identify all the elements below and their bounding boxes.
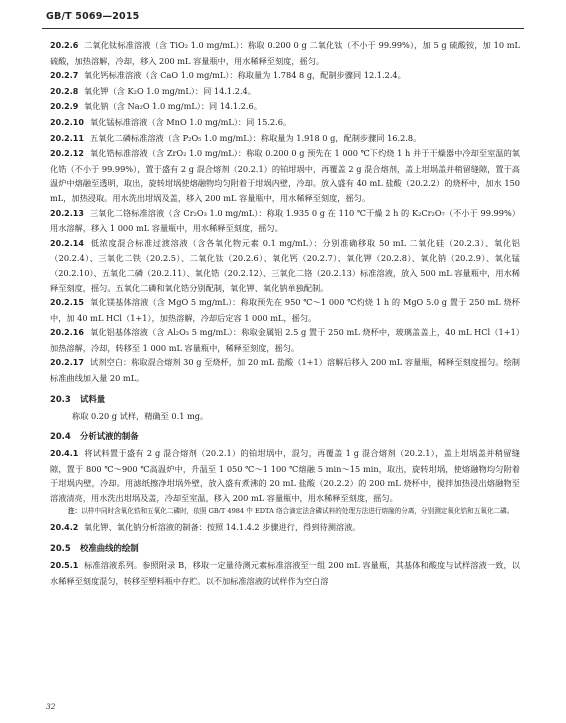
clause-number: 20.2.9 — [50, 102, 79, 112]
reagent-paragraph — [50, 355, 520, 385]
reagent-paragraph — [50, 99, 520, 115]
section-heading-20-4 — [50, 429, 520, 443]
clause-number: 20.2.14 — [50, 238, 84, 248]
clause-text: 五氧化二磷标准溶液（含 P₂O₅ 1.0 mg/mL）：称取量为 1.918 0 g，配制步骤同 16.2.8。 — [90, 132, 422, 143]
section-title: 分析试液的制备 — [80, 431, 139, 442]
reagent-paragraph — [50, 325, 520, 355]
clause-text: 氧化锰标准溶液（含 MnO 1.0 mg/mL）：同 15.2.6。 — [90, 116, 292, 127]
reagent-paragraph — [50, 206, 520, 236]
reagent-paragraph — [50, 38, 520, 68]
reagent-paragraph — [50, 236, 520, 295]
reagent-paragraph — [50, 131, 520, 147]
section-heading-20-3 — [50, 392, 520, 406]
section-title: 试料量 — [80, 393, 106, 404]
clause-text: 氧化钾（含 K₂O 1.0 mg/mL）：同 14.1.2.4。 — [84, 85, 256, 96]
section-number: 20.4 — [50, 431, 71, 442]
clause-text: 氧化钙标准溶液（含 CaO 1.0 mg/mL）：称取量为 1.784 8 g，配制步骤同 12.1.2.4。 — [84, 70, 406, 81]
clause-number: 20.2.7 — [50, 71, 79, 81]
page-number: 32 — [46, 702, 56, 711]
reagent-paragraph — [50, 146, 520, 205]
clause-text: 氧化锆标准溶液（含 ZrO₂ 1.0 mg/mL）：称取 0.200 0 g 预先在 1 000 ℃下灼烧 1 h 并于干燥器中冷却至室温的氧化锆（不小于 99.99%），置于盛有 2 g 混合熔剂（20.2.1）的铂坩埚中，再覆盖 2 g 混合熔剂，盖上坩埚盖并稍留缝隙，置于高温炉中熔融至透明，取出，旋转坩埚使熔融物均匀附着于坩埚内壁，冷却。放入盛有 40 mL 盐酸（20.2.2）的烧杯中，加水 150 mL，加热浸取。用水洗出坩埚及盖，移入 200 mL 容量瓶中，用水稀释至刻度，摇匀。 — [50, 148, 520, 203]
clause-number: 20.2.16 — [50, 328, 84, 338]
clause-text: 将试料置于盛有 2 g 混合熔剂（20.2.1）的铂坩埚中，混匀，再覆盖 1 g 混合熔剂（20.2.1），盖上坩埚盖并稍留缝隙，置于 800 ℃～900 ℃高温炉中，升温至 1 050 ℃～1 100 ℃熔融 5 min～15 min，取出，旋转坩埚，使熔融物均匀附着于坩埚内壁，冷却。用滤纸擦净坩埚外壁，放入盛有煮沸的 20 mL 盐酸（20.2.2）的 200 mL 烧杯中，搅拌加热浸出熔融物至溶液清亮，用水洗出坩埚及盖，冷却至室温，移入 200 mL 容量瓶中，用水稀释至刻度，摇匀。 — [50, 448, 520, 504]
reagent-paragraph-list — [50, 38, 520, 386]
paragraph-20-4-2 — [50, 520, 520, 536]
clause-number: 20.2.13 — [50, 208, 84, 218]
reagent-paragraph — [50, 115, 520, 131]
paragraph-20-4-1 — [50, 446, 520, 505]
clause-number: 20.2.17 — [50, 358, 84, 368]
paragraph-20-5-1 — [50, 558, 520, 588]
clause-text: 氧化钠（含 Na₂O 1.0 mg/mL）：同 14.1.2.6。 — [84, 101, 262, 112]
clause-number: 20.2.8 — [50, 86, 79, 96]
standard-header: GB/T 5069—2015 — [46, 11, 140, 22]
clause-text: 低浓度混合标准过渡溶液（含各氧化物元素 0.1 mg/mL）：分别准确移取 50 mL 二氧化硅（20.2.3）、氧化铝（20.2.4）、三氧化二铁（20.2.5）、二氧化钛（20.2.6）、氧化钙（20.2.7）、氧化钾（20.2.8）、氧化钠（20.2.9）、氧化锰（20.2.10）、五氧化二磷（20.2.11）、氧化锆（20.2.12）、三氧化二铬（20.2.13）标准溶液，放入 500 mL 容量瓶中，用水稀释至刻度，摇匀。五氧化二磷和氧化锆分别配制，氧化钾、氧化钠单独配制。 — [50, 237, 520, 293]
clause-number: 20.4.2 — [50, 522, 79, 532]
reagent-paragraph — [50, 295, 520, 325]
clause-text: 试剂空白：称取混合熔剂 30 g 至烧杯，加 20 mL 盐酸（1+1）溶解后移入 200 mL 容量瓶，稀释至刻度摇匀。绘制标准曲线加入量 20 mL。 — [50, 357, 520, 384]
document-body — [50, 38, 520, 588]
section-number: 20.3 — [50, 393, 71, 404]
reagent-paragraph — [50, 84, 520, 100]
note — [50, 506, 520, 517]
sample-amount-text: 称取 0.20 g 试样，精确至 0.1 mg。 — [72, 410, 209, 421]
section-number: 20.5 — [50, 543, 71, 554]
clause-text: 三氧化二铬标准溶液（含 Cr₂O₃ 1.0 mg/mL）：称取 1.935 0 g 在 110 ℃干燥 2 h 的 K₂Cr₂O₇（不小于 99.99%）用水溶解，移入 1 000 mL 容量瓶中，用水稀释至刻度，摇匀。 — [50, 207, 520, 234]
clause-number: 20.2.10 — [50, 117, 84, 127]
clause-text: 氧化镁基体溶液（含 MgO 5 mg/mL）：称取预先在 950 ℃～1 000 ℃灼烧 1 h 的 MgO 5.0 g 置于 250 mL 烧杯中，加 40 mL HCl（1+1），加热溶解，冷却后定容 1 000 mL，摇匀。 — [50, 297, 520, 323]
clause-number: 20.2.15 — [50, 298, 84, 308]
section-heading-20-5 — [50, 541, 520, 555]
section-title: 校准曲线的绘制 — [80, 543, 139, 554]
clause-number: 20.5.1 — [50, 561, 79, 571]
header-rule — [42, 28, 524, 29]
note-text: 以样中同时含氧化锆和五氧化二磷时，依照 GB/T 4984 中 EDTA 络合滴定法含磷试料的处理方法进行熔融的分离，分别测定氧化锆和五氧化二磷。 — [81, 506, 514, 515]
clause-number: 20.2.11 — [50, 133, 84, 143]
clause-text: 氧化钾、氧化钠分析溶液的制备：按照 14.1.4.2 步骤进行，得到待测溶液。 — [84, 521, 361, 532]
clause-text: 氧化铝基体溶液（含 Al₂O₃ 5 mg/mL）：称取金属铝 2.5 g 置于 250 mL 烧杯中，玻璃盖盖上，40 mL HCl（1+1）加热溶解，冷却，转移至 1 000 mL 容量瓶中，稀释至刻度，摇匀。 — [50, 327, 520, 353]
clause-text: 二氧化钛标准溶液（含 TiO₂ 1.0 mg/mL）：称取 0.200 0 g 二氧化钛（不小于 99.99%），加 5 g 硫酸铵，加 10 mL 硫酸，加热溶解，冷却，移入 200 mL 容量瓶中，用水稀释至刻度，摇匀。 — [50, 40, 520, 66]
clause-number: 20.4.1 — [50, 449, 79, 459]
clause-text: 标准溶液系列。参照附录 B，移取一定量待测元素标准溶液至一组 200 mL 容量瓶，其基体和酸度与试样溶液一致，以水稀释至刻度混匀，转移至塑料瓶中存贮。以不加标准溶液的试样作为空白溶 — [50, 560, 520, 586]
clause-number: 20.2.6 — [50, 41, 79, 50]
reagent-paragraph — [50, 68, 520, 84]
clause-number: 20.2.12 — [50, 149, 84, 159]
note-label: 注： — [68, 506, 82, 515]
